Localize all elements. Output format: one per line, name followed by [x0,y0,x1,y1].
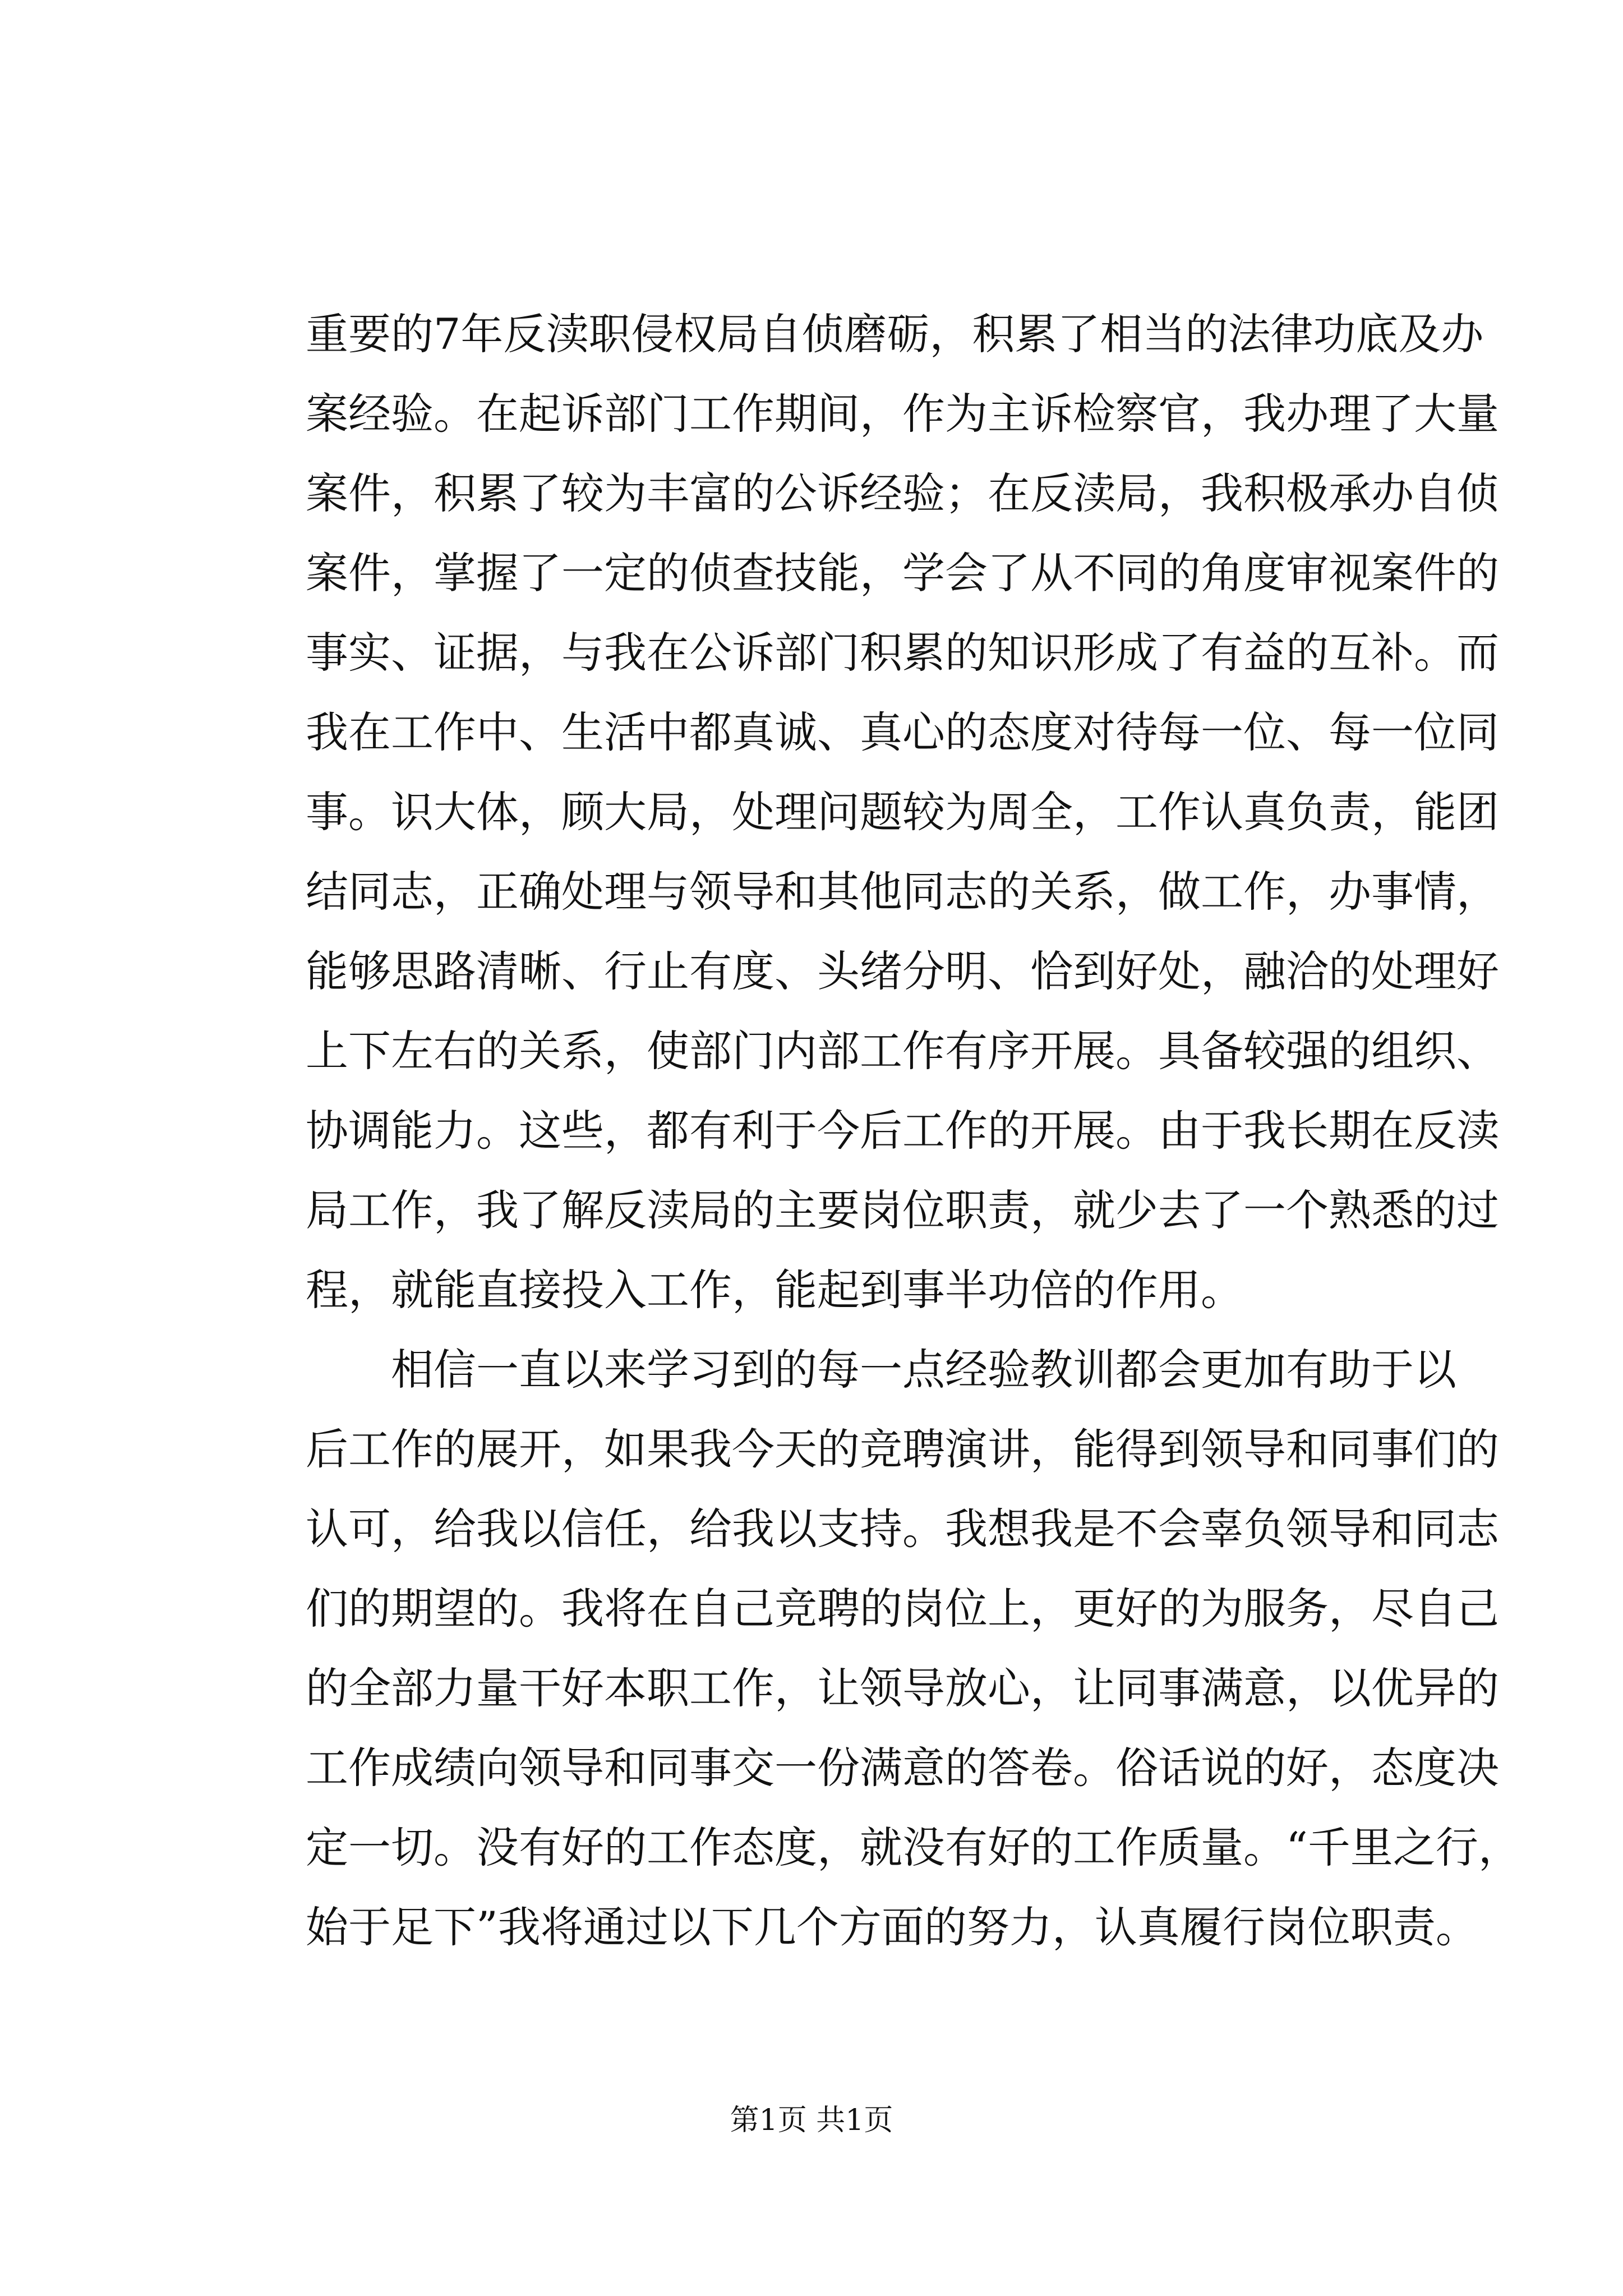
text-line: 重要的7年反渎职侵权局自侦磨砺，积累了相当的法律功底及办 [306,309,1484,359]
text-line: 定一切。没有好的工作态度，就没有好的工作质量。“千里之行， [306,1823,1521,1872]
text-line: 工作成绩向领导和同事交一份满意的答卷。俗话说的好，态度决 [306,1743,1499,1793]
text-line: 案经验。在起诉部门工作期间，作为主诉检察官，我办理了大量 [306,389,1499,439]
text-line: 协调能力。这些，都有利于今后工作的开展。由于我长期在反渎 [306,1106,1499,1156]
document-body [306,295,1521,1967]
text-line: 能够思路清晰、行止有度、头绪分明、恰到好处，融洽的处理好 [306,946,1499,996]
text-line: 始于足下”我将通过以下几个方面的努力，认真履行岗位职责。 [306,1902,1478,1952]
text-line-first: 相信一直以来学习到的每一点经验教训都会更加有助于以 [391,1345,1456,1395]
text-line: 案件，积累了较为丰富的公诉经验；在反渎局，我积极承办自侦 [306,468,1499,518]
text-line: 认可，给我以信任，给我以支持。我想我是不会辜负领导和同志 [306,1504,1499,1554]
text-line: 们的期望的。我将在自己竞聘的岗位上，更好的为服务，尽自己 [306,1584,1499,1634]
text-line: 案件，掌握了一定的侦查技能，学会了从不同的角度审视案件的 [306,548,1499,598]
paragraph-1 [306,295,1499,1330]
text-line: 我在工作中、生活中都真诚、真心的态度对待每一位、每一位同 [306,707,1499,757]
text-line: 事。识大体，顾大局，处理问题较为周全，工作认真负责，能团 [306,787,1499,837]
text-line: 结同志，正确处理与领导和其他同志的关系，做工作，办事情， [306,867,1499,917]
text-line: 上下左右的关系，使部门内部工作有序开展。具备较强的组织、 [306,1026,1499,1076]
text-line: 局工作，我了解反渎局的主要岗位职责，就少去了一个熟悉的过 [306,1185,1499,1235]
text-line: 的全部力量干好本职工作，让领导放心，让同事满意，以优异的 [306,1663,1499,1713]
text-line-last: 程，就能直接投入工作，能起到事半功倍的作用。 [306,1265,1243,1315]
page-number-footer: 第1页 共1页 [730,2104,893,2137]
text-line: 后工作的展开，如果我今天的竞聘演讲，能得到领导和同事们的 [306,1424,1499,1474]
text-line: 事实、证据，与我在公诉部门积累的知识形成了有益的互补。而 [306,628,1499,678]
paragraph-2 [306,1330,1521,1967]
